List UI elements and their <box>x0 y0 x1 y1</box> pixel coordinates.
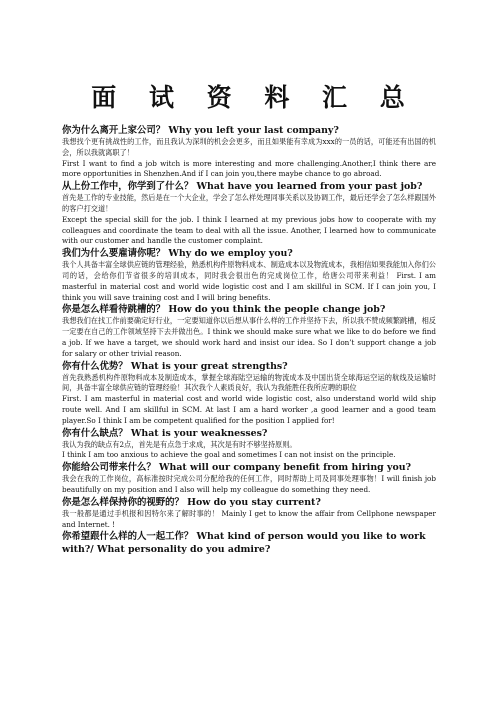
qa-content <box>62 124 436 556</box>
answer-paragraph: 首先我熟悉机构件原物料成本及制造成本，掌握全球海陆空运输的物流成本及中国出货全球海运空运的航线及运输时间，具备丰富全球供应链的管理经验！其次我个人素质良好，我认为我能胜任我所应聘的职位 <box>62 372 436 393</box>
answer-paragraph: 我个人具备丰富全球供应链的管理经验，熟悉机构件原物料成本、制造成本以及物流成本，我相信如果我能加入你们公司的话，会给你们节省很多的培训成本，同时我会很出色的完成岗位工作，给唐公司带来利益！ First. I am masterful in material cost and world wide logistic cost and I am skillful in SCM. If I can join you, I think you will save training cost and I will bring benefits. <box>62 260 436 302</box>
answer-paragraph: 我想我们在找工作前要确定好行业，一定要知道你以后想从事什么样的工作并坚持下去，所以我不赞成频繁跳槽，相反一定要在自己的工作领域坚持下去并做出色。I think we should make sure what we like to do before we find a job. If we have a target, we should work hard and insist our idea. So I don’t support change a job for salary or other trivial reason. <box>62 316 436 358</box>
answer-paragraph: 我想找个更有挑战性的工作，而且我认为深圳的机会会更多，而且如果能有幸成为xxx的一员的话，可能还有出国的机会，所以我就离职了！ <box>62 137 436 157</box>
question-heading: 你希望跟什么样的人一起工作？ What kind of person would you like to work with?/ What personality do you admire? <box>62 531 426 556</box>
question-heading: 你是怎么样保持你的视野的？ How do you stay current? <box>62 496 321 508</box>
answer-paragraph: First. I am masterful in material cost and world wide logistic cost, also understand world wild ship route well. And I am skillful in SCM. At last I am a hard worker ,a good learner and a good team player.So I think I am be competent qualified for the position I applied for! <box>62 394 436 425</box>
question-heading: 你为什么离开上家公司？ Why you left your last company? <box>62 125 339 136</box>
question-heading: 从上份工作中，你学到了什么？ What have you learned from your past job? <box>62 181 423 193</box>
question-heading: 你有什么优势？ What is your great strengths? <box>62 360 288 372</box>
question-heading: 我们为什么要雇请你呢？ Why do we employ you? <box>62 248 293 260</box>
answer-paragraph: 我一般都是通过手机报和因特尔来了解时事的！ Mainly I get to know the affair from Cellphone newspaper and Internet. ! <box>62 508 436 529</box>
answer-paragraph: 我会在我的工作岗位，高标准按时完成公司分配给我的任何工作，同时帮助上司及同事处理事物！I will finish job beautifully on my position and I also will help my colleague do something they need. <box>62 474 436 494</box>
question-heading: 你有什么缺点？ What is your weaknesses? <box>62 427 268 439</box>
answer-paragraph: I think I am too anxious to achieve the goal and sometimes I can not insist on the principle. <box>62 450 396 460</box>
answer-paragraph: Except the special skill for the job. I think I learned at my previous jobs how to cooperate with my colleagues and coordinate the team to deal with all the issue. Another, I learned how to communicate with our customer and handle the customer complaint. <box>62 214 436 246</box>
answer-paragraph: First I want to find a job witch is more interesting and more challenging.Another,I think there are more opportunities in Shenzhen.And if I can join you,there maybe chance to go abroad. <box>62 158 436 179</box>
page-title: 面 试 资 料 汇 总 <box>91 83 417 112</box>
question-heading: 你是怎么样看待跳槽的？ How do you think the people change job? <box>62 304 386 316</box>
answer-paragraph: 我认为我的缺点有2点，首先是有点急于求成，其次是有时不够坚持原则。 <box>62 439 297 449</box>
answer-paragraph: 首先是工作的专业技能，然后是在一个大企业，学会了怎么样处理同事关系以及协调工作，最后还学会了怎么样跟国外的客户打交道！ <box>62 193 436 213</box>
question-heading: 你能给公司带来什么？ What will our company benefit from hiring you? <box>62 462 411 474</box>
